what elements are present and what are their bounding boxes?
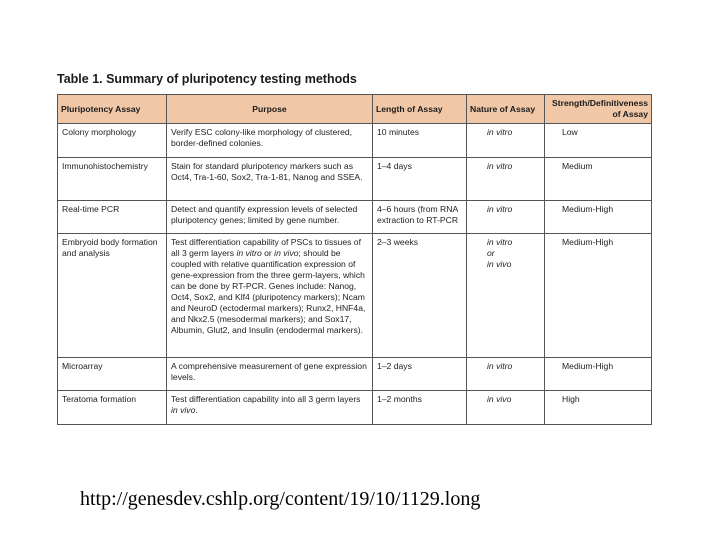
length-cell: 2–3 weeks bbox=[373, 234, 467, 358]
header-pluripotency-assay: Pluripotency Assay bbox=[58, 95, 167, 124]
assay-cell: Real-time PCR bbox=[58, 201, 167, 234]
strength-cell: Medium bbox=[545, 158, 652, 201]
assay-cell: Microarray bbox=[58, 358, 167, 391]
purpose-cell bbox=[167, 234, 373, 358]
purpose-text: . bbox=[195, 405, 198, 415]
length-cell: 4–6 hours (from RNA extraction to RT-PCR bbox=[373, 201, 467, 234]
nature-cell: in vitro bbox=[467, 201, 545, 234]
table-row bbox=[58, 358, 652, 391]
strength-cell: Medium-High bbox=[545, 358, 652, 391]
table-row bbox=[58, 158, 652, 201]
purpose-text: Test differentiation capability into all 3 germ layers bbox=[171, 394, 361, 404]
purpose-cell: A comprehensive measurement of gene expression levels. bbox=[167, 358, 373, 391]
nature-cell: in vitro bbox=[467, 358, 545, 391]
table-header-row bbox=[58, 95, 652, 124]
source-url: http://genesdev.cshlp.org/content/19/10/1129.long bbox=[80, 488, 481, 510]
length-cell: 1–2 months bbox=[373, 391, 467, 425]
purpose-italic-text: in vivo bbox=[274, 248, 299, 258]
header-length-of-assay: Length of Assay bbox=[373, 95, 467, 124]
header-nature-of-assay: Nature of Assay bbox=[467, 95, 545, 124]
purpose-cell: Stain for standard pluripotency markers such as Oct4, Tra-1-60, Sox2, Tra-1-81, Nanog and SSEA. bbox=[167, 158, 373, 201]
table-row bbox=[58, 124, 652, 158]
nature-line: in vivo bbox=[487, 259, 512, 269]
assay-cell: Colony morphology bbox=[58, 124, 167, 158]
nature-cell: in vitro bbox=[467, 158, 545, 201]
strength-cell: Medium-High bbox=[545, 234, 652, 358]
table-row bbox=[58, 234, 652, 358]
table-row bbox=[58, 201, 652, 234]
nature-line: or bbox=[487, 248, 495, 258]
nature-cell: in vivo bbox=[467, 391, 545, 425]
pluripotency-table bbox=[57, 94, 652, 425]
length-cell: 1–4 days bbox=[373, 158, 467, 201]
purpose-text: Test differentiation capability of PSCs to tissues of all 3 germ layers bbox=[171, 237, 361, 258]
assay-cell: Immunohistochemistry bbox=[58, 158, 167, 201]
strength-cell: Low bbox=[545, 124, 652, 158]
nature-cell: in vitro bbox=[467, 124, 545, 158]
purpose-cell: Verify ESC colony-like morphology of clustered, border-defined colonies. bbox=[167, 124, 373, 158]
strength-cell: Medium-High bbox=[545, 201, 652, 234]
purpose-text: ; should be coupled with relative quantification expression of gene-expression from the three germ-layers, which can be done by RT-PCR. Genes include: Nanog, Oct4, Sox2, and Klf4 (pluripotency markers); Ncam and NeuroD (ectodermal markers); Runx2, HNF4a, and Nkx2.5 (mesodermal markers); and Sox17, Albumin, Glut2, and Insulin (endodermal markers). bbox=[171, 248, 366, 335]
length-cell: 10 minutes bbox=[373, 124, 467, 158]
purpose-italic-text: in vitro bbox=[236, 248, 262, 258]
purpose-text: or bbox=[261, 248, 275, 258]
strength-cell: High bbox=[545, 391, 652, 425]
assay-cell: Embryoid body formation and analysis bbox=[58, 234, 167, 358]
length-cell: 1–2 days bbox=[373, 358, 467, 391]
table-row bbox=[58, 391, 652, 425]
header-strength-of-assay: Strength/Definitiveness of Assay bbox=[545, 95, 652, 124]
purpose-cell: Detect and quantify expression levels of selected pluripotency genes; limited by gene number. bbox=[167, 201, 373, 234]
purpose-cell bbox=[167, 391, 373, 425]
assay-cell: Teratoma formation bbox=[58, 391, 167, 425]
purpose-italic-text: in vivo bbox=[171, 405, 196, 415]
header-purpose: Purpose bbox=[167, 95, 373, 124]
nature-cell bbox=[467, 234, 545, 358]
nature-line: in vitro bbox=[487, 237, 513, 247]
table-title: Table 1. Summary of pluripotency testing methods bbox=[57, 72, 357, 86]
